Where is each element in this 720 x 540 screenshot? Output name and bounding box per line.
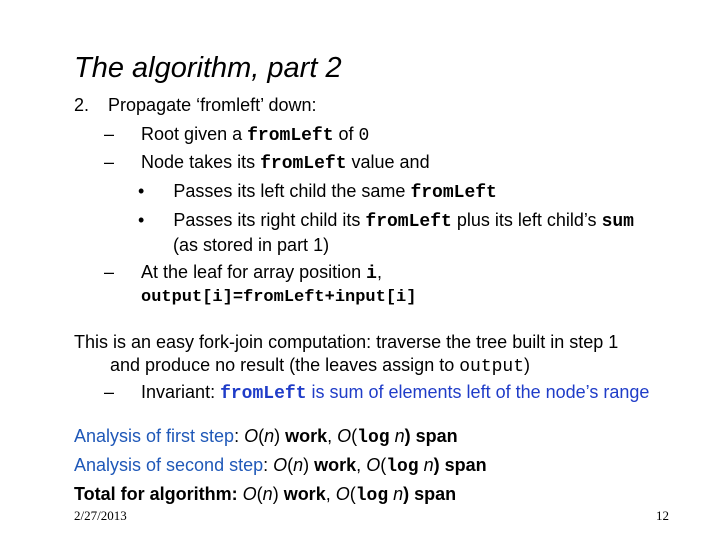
invariant-label: Invariant: xyxy=(141,382,221,402)
span: ) span xyxy=(403,484,457,504)
dash: – xyxy=(104,152,115,172)
big-o: O xyxy=(335,484,350,504)
slide-title: The algorithm, part 2 xyxy=(74,52,342,84)
text: , xyxy=(376,262,382,282)
analysis-first: Analysis of first step: O(n) work, O(log n) span xyxy=(74,426,458,448)
text: plus its left child’s xyxy=(451,210,602,230)
text: At the leaf for array position xyxy=(141,262,367,282)
code-output-line: output[i]=fromLeft+input[i] xyxy=(141,288,417,307)
text: and produce no result (the leaves assign to xyxy=(110,355,460,375)
analysis-second: Analysis of second step: O(n) work, O(log n) span xyxy=(74,455,487,477)
log: log xyxy=(355,486,389,506)
code-fromleft: fromLeft xyxy=(247,126,334,146)
n: n xyxy=(389,426,405,446)
footer-date: 2/27/2013 xyxy=(74,508,127,523)
text: : xyxy=(234,426,245,446)
sub-item-root xyxy=(104,124,369,146)
big-o: O xyxy=(337,426,352,446)
item-2 xyxy=(74,95,316,116)
n: n xyxy=(388,484,404,504)
code-fromleft: fromLeft xyxy=(410,183,497,203)
code-fromleft: fromLeft xyxy=(220,384,307,404)
code-output: output xyxy=(459,357,525,377)
n: n xyxy=(418,455,434,475)
bullet-left-child xyxy=(138,181,497,203)
text: Passes its right child its xyxy=(173,210,366,230)
big-o: O xyxy=(244,426,259,446)
text: Root given a xyxy=(141,124,248,144)
bullet: • xyxy=(138,181,145,201)
analysis-label: Analysis of second step xyxy=(74,455,264,475)
sub-item-node xyxy=(104,152,430,174)
log: log xyxy=(357,428,390,448)
bullet-right-child-line2: (as stored in part 1) xyxy=(173,235,330,255)
big-o: O xyxy=(242,484,257,504)
text: of xyxy=(333,124,359,144)
text: value and xyxy=(346,152,430,172)
page-number: 12 xyxy=(656,508,669,523)
code-zero: 0 xyxy=(358,126,370,146)
work: work xyxy=(278,484,326,504)
dash: – xyxy=(104,124,115,144)
text: Passes its left child the same xyxy=(173,181,411,201)
para-line2 xyxy=(110,355,530,377)
invariant-line xyxy=(104,382,649,404)
item-number: 2. xyxy=(74,95,90,115)
code-i: i xyxy=(366,264,377,284)
code-sum: sum xyxy=(601,212,634,232)
bullet: • xyxy=(138,210,145,230)
span: ) span xyxy=(433,455,487,475)
bullet-right-child xyxy=(138,210,634,232)
total-label: Total for algorithm: xyxy=(74,484,243,504)
text: , xyxy=(327,426,338,446)
work: work xyxy=(280,426,328,446)
total-line: Total for algorithm: O(n) work, O(log n) span xyxy=(74,484,457,506)
para-line1: This is an easy fork-join computation: traverse the tree built in step 1 xyxy=(74,332,619,352)
text: , xyxy=(356,455,367,475)
big-o: O xyxy=(366,455,381,475)
big-o: O xyxy=(273,455,288,475)
code-fromleft: fromLeft xyxy=(365,212,452,232)
item-text: Propagate ‘fromleft’ down: xyxy=(108,95,317,115)
analysis-label: Analysis of first step xyxy=(74,426,235,446)
invariant-text: is sum of elements left of the node’s range xyxy=(306,382,650,402)
dash: – xyxy=(104,382,115,402)
code-fromleft: fromLeft xyxy=(260,154,347,174)
sub-item-leaf xyxy=(104,262,382,284)
text: Node takes its xyxy=(141,152,261,172)
text: ) xyxy=(524,355,531,375)
log: log xyxy=(386,457,419,477)
work: work xyxy=(309,455,357,475)
text: , xyxy=(325,484,336,504)
span: ) span xyxy=(404,426,458,446)
dash: – xyxy=(104,262,115,282)
text: : xyxy=(263,455,274,475)
